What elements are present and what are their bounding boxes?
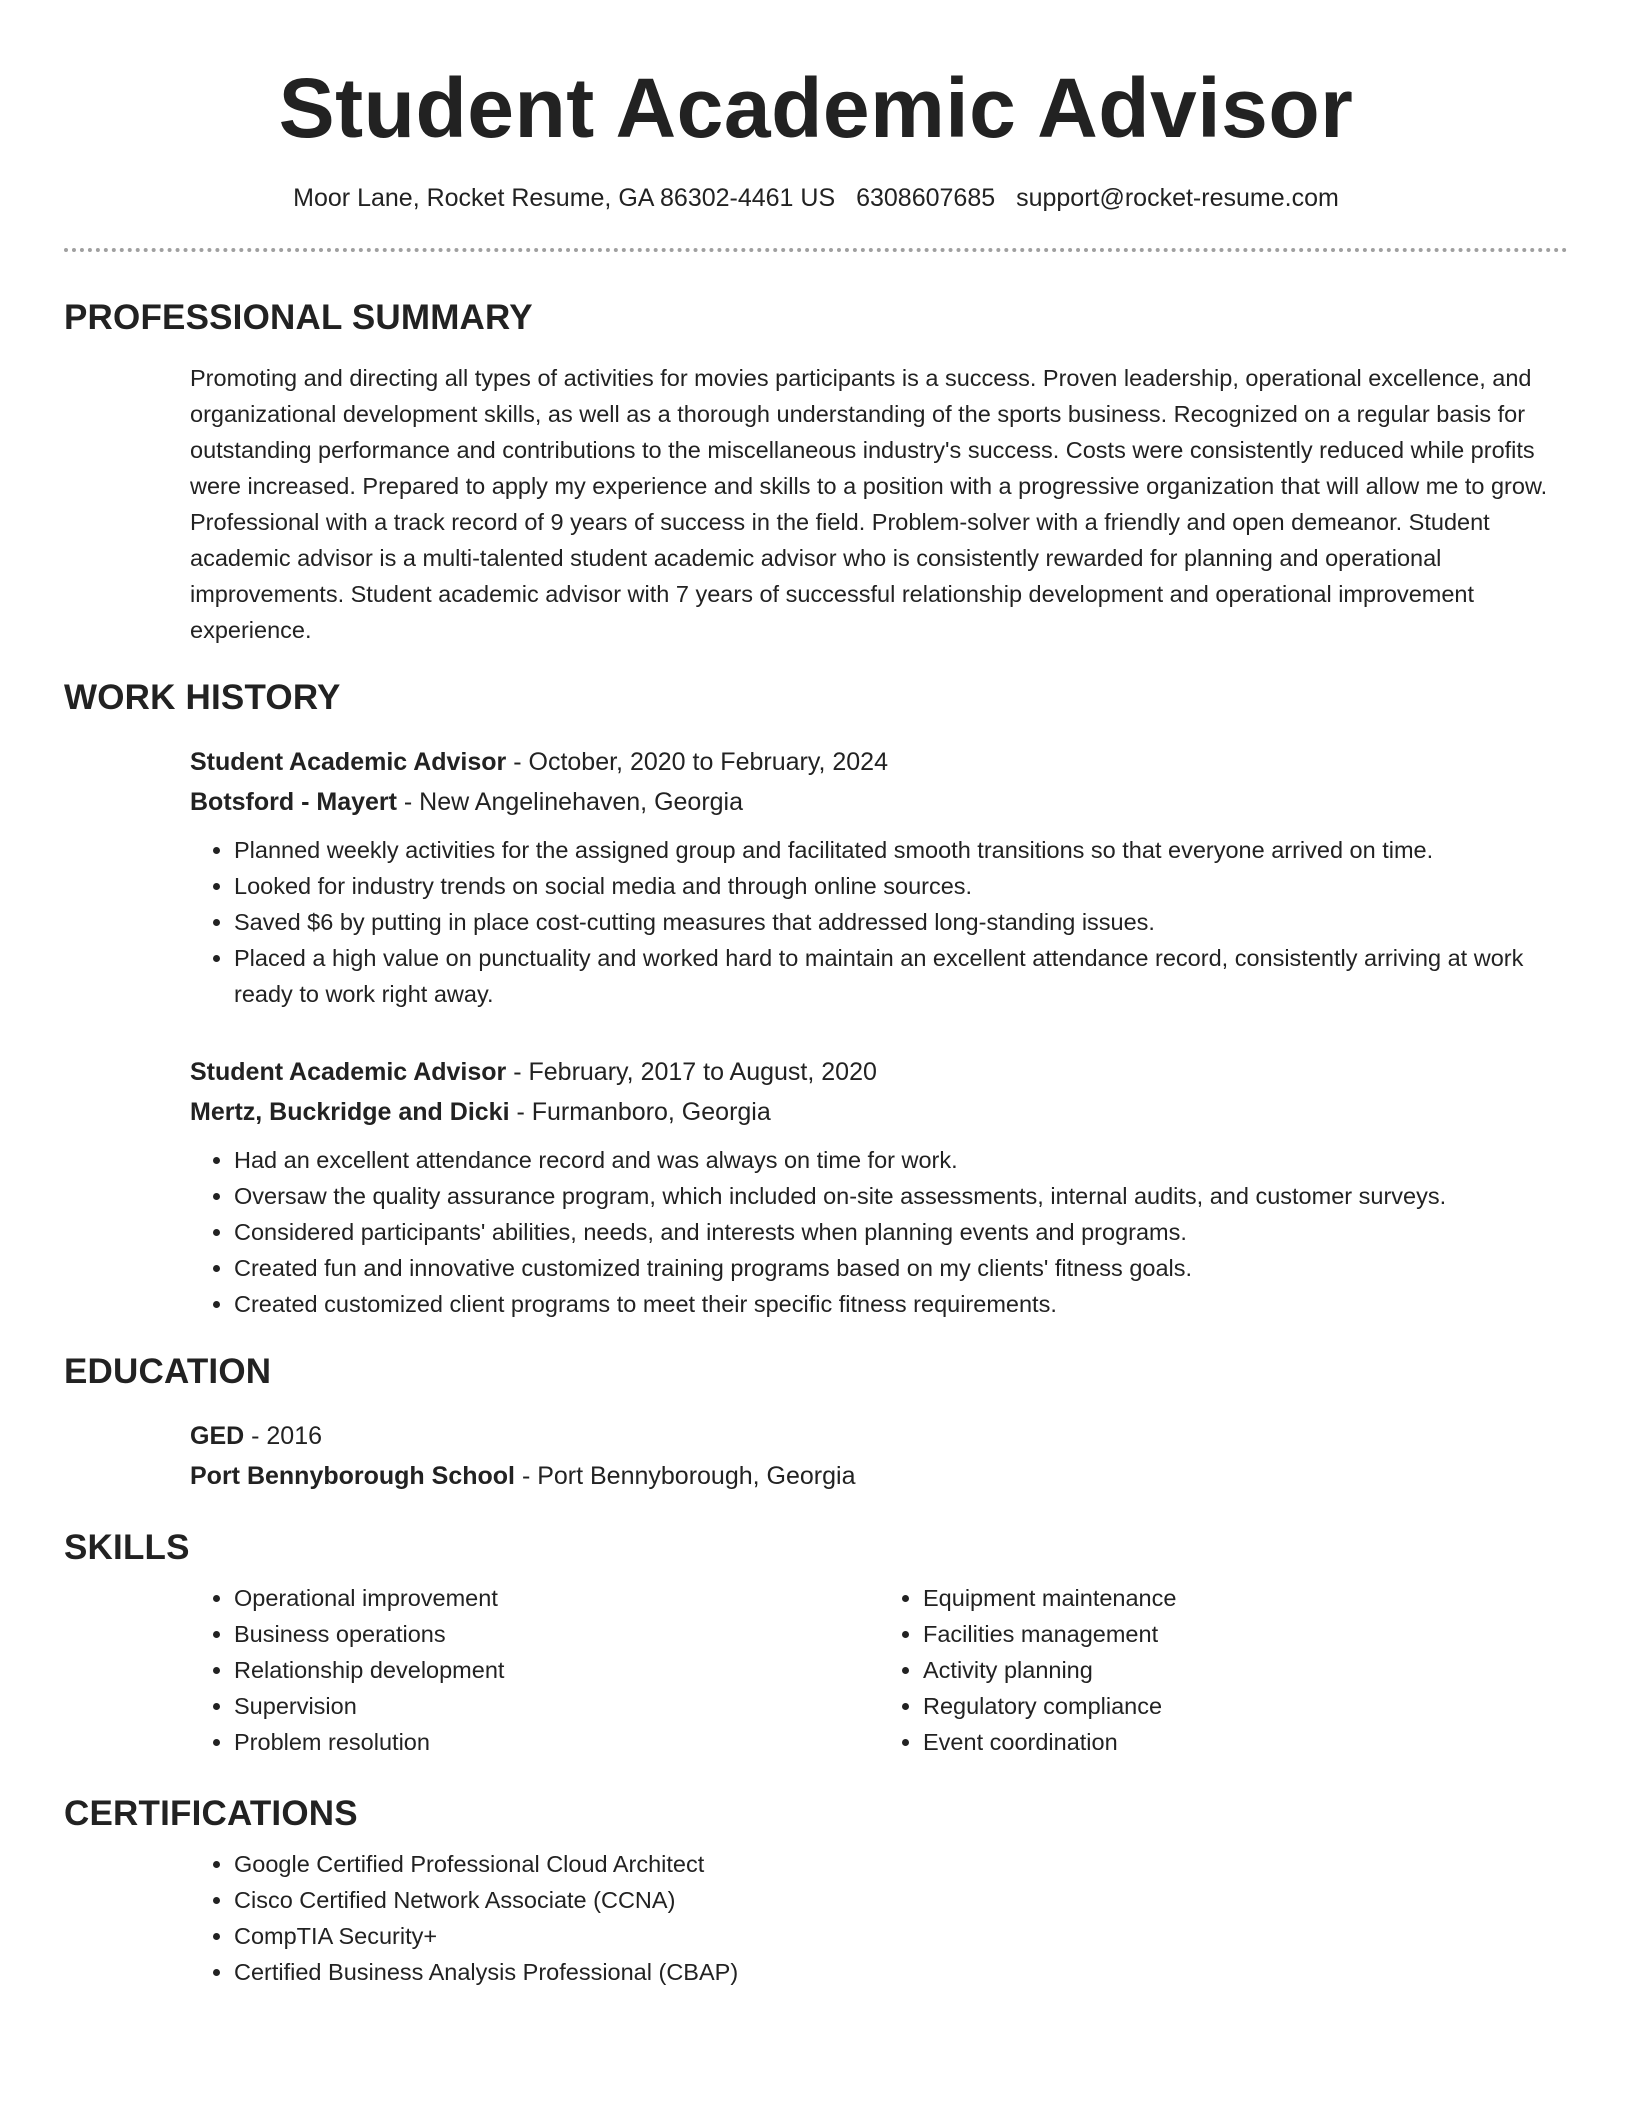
candidate-name: Student Academic Advisor bbox=[278, 61, 1354, 155]
job-bullet: • Considered participants' abilities, needs, and interests when planning events and programs. bbox=[234, 1214, 1568, 1250]
degree: GED bbox=[190, 1422, 245, 1450]
job-bullets bbox=[190, 832, 1568, 1012]
summary-section bbox=[64, 296, 1568, 648]
job-bullets bbox=[190, 1142, 1568, 1322]
skill-item: • Problem resolution bbox=[234, 1724, 879, 1760]
school-line bbox=[190, 1456, 1568, 1496]
job-dates: - October, 2020 to February, 2024 bbox=[506, 748, 888, 776]
job-entry bbox=[190, 742, 1568, 1012]
skill-item: • Activity planning bbox=[923, 1652, 1568, 1688]
certification-item: • Google Certified Professional Cloud Architect bbox=[234, 1846, 1568, 1882]
certifications-list bbox=[190, 1846, 1568, 1990]
skills-list-right bbox=[879, 1580, 1568, 1760]
skill-item: • Event coordination bbox=[923, 1724, 1568, 1760]
skills-section bbox=[64, 1526, 1568, 1760]
skills-list-left bbox=[190, 1580, 879, 1760]
work-heading: WORK HISTORY bbox=[64, 678, 341, 717]
job-title-line bbox=[190, 742, 1568, 782]
summary-heading: PROFESSIONAL SUMMARY bbox=[64, 298, 533, 337]
work-section bbox=[64, 676, 1568, 1322]
skill-item: • Regulatory compliance bbox=[923, 1688, 1568, 1724]
contact-address: Moor Lane, Rocket Resume, GA 86302-4461 US bbox=[293, 184, 836, 212]
degree-line bbox=[190, 1416, 1568, 1456]
summary-text: Promoting and directing all types of activities for movies participants is a success. Proven leadership, operational excellence, and organizational development skills, as well as a thorough understanding of the sports business. Recognized on a regular basis for outstanding performance and contributions to the miscellaneous industry's success. Costs were consistently reduced while profits were increased. Prepared to apply my experience and skills to a position with a progressive organization that will allow me to grow. Professional with a track record of 9 years of success in the field. Problem-solver with a friendly and open demeanor. Student academic advisor is a multi-talented student academic advisor who is consistently rewarded for planning and operational improvements. Student academic advisor with 7 years of successful relationship development and operational improvement experience. bbox=[190, 365, 1548, 643]
certifications-body bbox=[190, 1846, 1568, 1990]
certification-item: • CompTIA Security+ bbox=[234, 1918, 1568, 1954]
job-role: Student Academic Advisor bbox=[190, 1058, 507, 1086]
contact-email: support@rocket-resume.com bbox=[1016, 184, 1339, 212]
skill-item: • Facilities management bbox=[923, 1616, 1568, 1652]
certifications-section bbox=[64, 1792, 1568, 1990]
job-bullet: • Had an excellent attendance record and was always on time for work. bbox=[234, 1142, 1568, 1178]
skills-columns bbox=[190, 1580, 1568, 1760]
education-entry bbox=[190, 1416, 1568, 1496]
job-location: - New Angelinehaven, Georgia bbox=[396, 788, 744, 816]
job-bullet: • Created fun and innovative customized training programs based on my clients' fitness goals. bbox=[234, 1250, 1568, 1286]
job-company-line bbox=[190, 782, 1568, 822]
resume-page bbox=[64, 0, 1568, 1990]
contact-phone: 6308607685 bbox=[856, 184, 996, 212]
skill-item: • Supervision bbox=[234, 1688, 879, 1724]
skill-item: • Relationship development bbox=[234, 1652, 879, 1688]
job-bullet: • Looked for industry trends on social media and through online sources. bbox=[234, 868, 1568, 904]
certification-item: • Cisco Certified Network Associate (CCNA) bbox=[234, 1882, 1568, 1918]
skill-item: • Equipment maintenance bbox=[923, 1580, 1568, 1616]
skills-heading: SKILLS bbox=[64, 1528, 190, 1567]
job-dates: - February, 2017 to August, 2020 bbox=[506, 1058, 877, 1086]
job-bullet: • Planned weekly activities for the assigned group and facilitated smooth transitions so that everyone arrived on time. bbox=[234, 832, 1568, 868]
job-bullet: • Placed a high value on punctuality and worked hard to maintain an excellent attendance record, consistently arriving at work ready to work right away. bbox=[234, 940, 1568, 1012]
job-role: Student Academic Advisor bbox=[190, 748, 507, 776]
education-heading: EDUCATION bbox=[64, 1352, 272, 1391]
school-name: Port Bennyborough School bbox=[190, 1462, 515, 1490]
education-section bbox=[64, 1350, 1568, 1496]
certifications-heading: CERTIFICATIONS bbox=[64, 1794, 358, 1833]
job-location: - Furmanboro, Georgia bbox=[509, 1098, 771, 1126]
school-location: - Port Bennyborough, Georgia bbox=[515, 1462, 856, 1490]
certification-item: • Certified Business Analysis Professional (CBAP) bbox=[234, 1954, 1568, 1990]
degree-year: - 2016 bbox=[244, 1422, 323, 1450]
job-entry bbox=[190, 1052, 1568, 1322]
job-company-line bbox=[190, 1092, 1568, 1132]
job-company: Mertz, Buckridge and Dicki bbox=[190, 1098, 510, 1126]
job-bullet: • Saved $6 by putting in place cost-cutting measures that addressed long-standing issues. bbox=[234, 904, 1568, 940]
skill-item: • Operational improvement bbox=[234, 1580, 879, 1616]
job-title-line bbox=[190, 1052, 1568, 1092]
skill-item: • Business operations bbox=[234, 1616, 879, 1652]
job-bullet: • Oversaw the quality assurance program, which included on-site assessments, internal audits, and customer surveys. bbox=[234, 1178, 1568, 1214]
job-bullet: • Created customized client programs to meet their specific fitness requirements. bbox=[234, 1286, 1568, 1322]
job-company: Botsford - Mayert bbox=[190, 788, 397, 816]
contact-line bbox=[64, 182, 1568, 214]
header-divider bbox=[64, 248, 1568, 252]
